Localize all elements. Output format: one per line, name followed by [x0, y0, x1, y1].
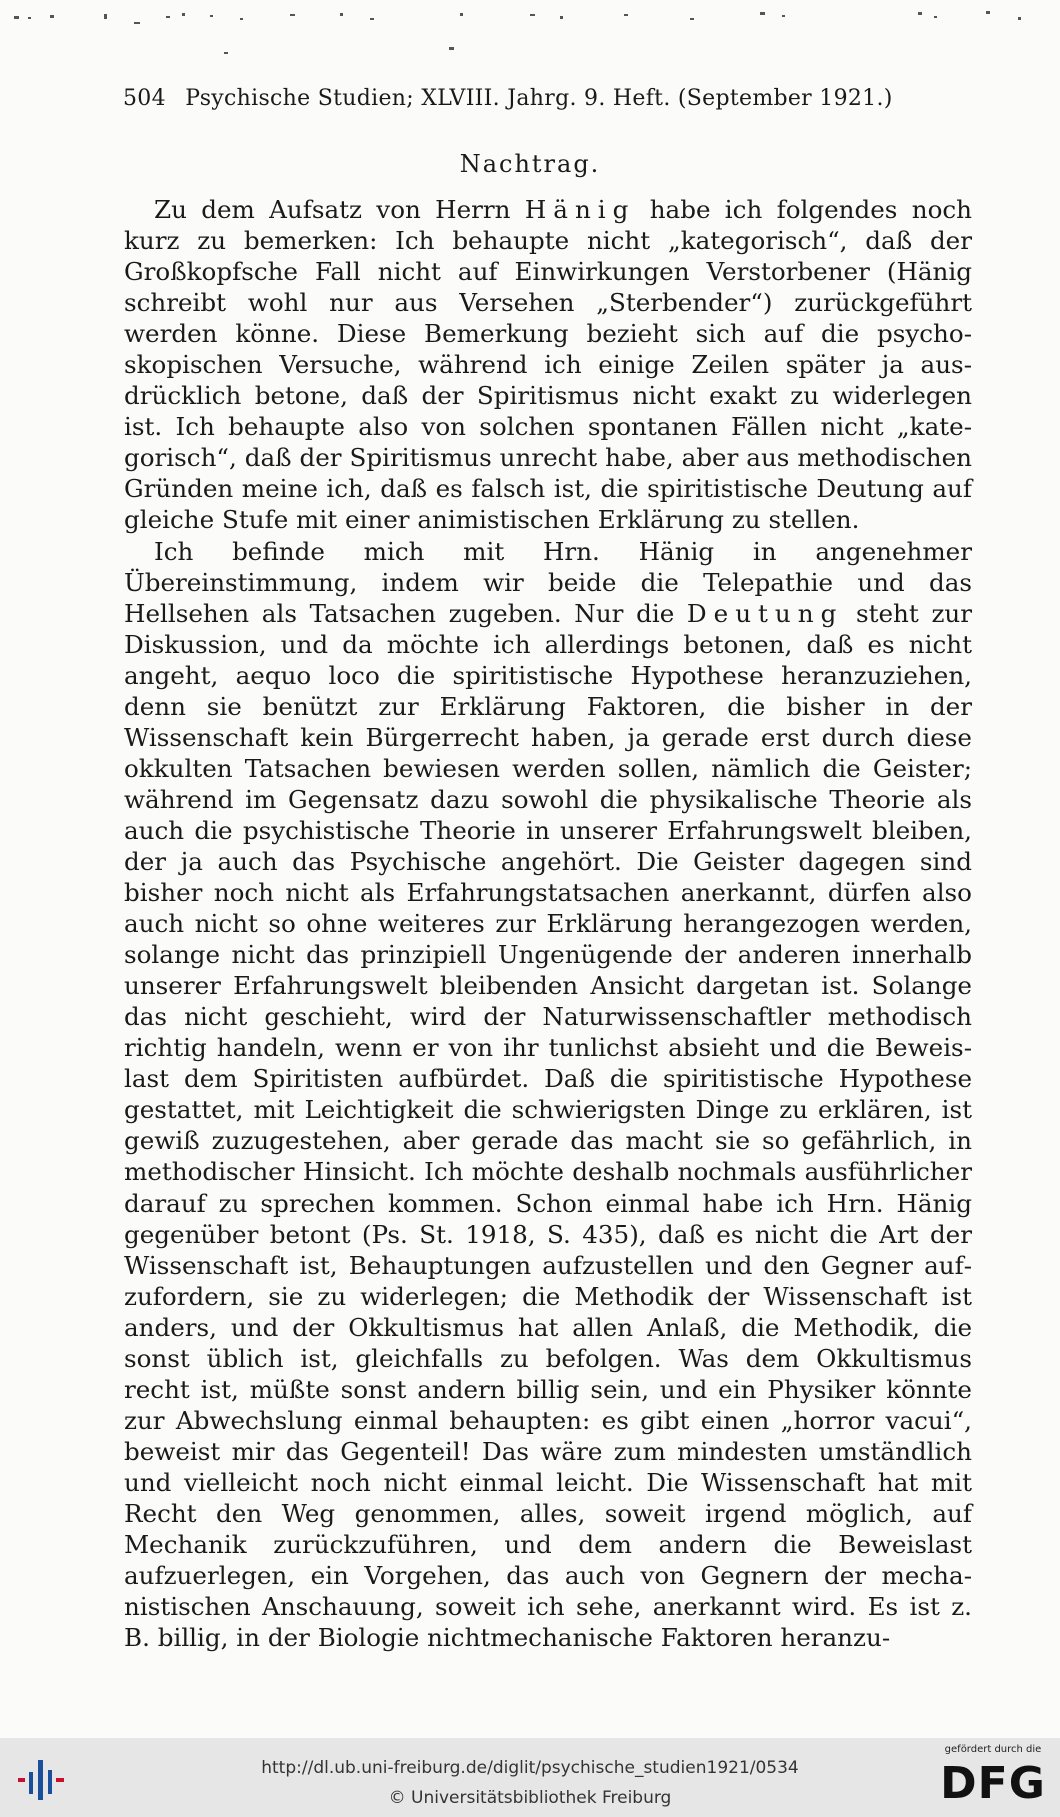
scan-noise	[0, 0, 1060, 70]
source-url[interactable]: http://dl.ub.uni-freiburg.de/diglit/psychische_studien1921/0534	[261, 1758, 799, 1778]
paragraph-2-text-a: Ich befinde mich mit Hrn. Hänig in angenehmer Übereinstimmung, indem wir beide die Telepathie und das Hellsehen als Tatsachen zugeben. Nur die	[124, 536, 972, 628]
paragraph-2	[124, 536, 972, 1654]
author-name-emphasis: Hänig	[524, 195, 636, 224]
running-title: Psychische Studien; XLVIII. Jahrg. 9. Heft. (September 1921.)	[185, 86, 893, 111]
page-number: 504	[123, 86, 166, 111]
dfg-wordmark: DFG	[940, 1758, 1046, 1809]
dfg-caption: gefördert durch die	[944, 1744, 1042, 1755]
article-title: Nachtrag.	[459, 150, 601, 178]
copyright-notice: © Universitätsbibliothek Freiburg	[388, 1788, 672, 1808]
running-header	[123, 86, 943, 111]
paragraph-1-text-b: habe ich folgendes noch kurz zu bemerken: Ich behaupte nicht „kategorisch“, daß der Großkopfsche Fall nicht auf Einwirkungen Verstorbener (Hänig schreibt wohl nur aus Versehen „Sterbender“) zurückgeführt werden könne. Diese Bemerkung bezieht sich auf die psychoskopischen Versuche, während ich einige Zeilen später ja ausdrücklich betone, daß der Spiritismus nicht exakt zu widerlegen ist. Ich behaupte also von solchen spontanen Fällen nicht „kategorisch“, daß der Spiritismus unrecht habe, aber aus methodischen Gründen meine ich, daß es falsch ist, die spiritistische Deutung auf gleiche Stufe mit einer animistischen Erklärung zu stellen.	[124, 195, 973, 535]
dfg-logo	[934, 1744, 1052, 1812]
paragraph-1-text-a: Zu dem Aufsatz von Herrn	[154, 195, 525, 224]
deutung-emphasis: Deutung	[686, 598, 844, 628]
paragraph-2-text-b: steht zur Diskussion, und da möchte ich allerdings betonen, daß es nicht angeht, aequo loco die spiritistische Hypothese heranzuziehen, denn sie benützt zur Erklärung Faktoren, die bisher in der Wissenschaft kein Bürgerrecht haben, ja gerade erst durch diese okkulten Tatsachen bewiesen werden sollen, nämlich die Geister; während im Gegensatz dazu sowohl die physikalische Theorie als auch die psychistische Theorie in unserer Erfahrungswelt bleiben, der ja auch das Psychische angehört. Die Geister dagegen sind bisher noch nicht als Erfahrungstatsachen anerkannt, dürfen also auch nicht so ohne weiteres zur Erklärung herangezogen werden, solange nicht das prinzipiell Ungenügende der anderen innerhalb unserer Erfahrungswelt bleibenden Ansicht dargetan ist. Solange das nicht geschieht, wird der Naturwissenschaftler methodisch richtig handeln, wenn er von ihr tunlichst absieht und die Beweislast dem Spiritisten aufbürdet. Daß die spiritistische Hypothese gestattet, mit Leichtigkeit die schwierigsten Dinge zu erklären, ist gewiß zuzugestehen, aber gerade das macht sie so gefährlich, in methodischer Hinsicht. Ich möchte deshalb nochmals ausführlicher darauf zu sprechen kommen. Schon einmal habe ich Hrn. Hänig gegenüber betont (Ps. St. 1918, S. 435), daß es nicht die Art der Wissenschaft ist, Behauptungen aufzustellen und den Gegner aufzufordern, sie zu widerlegen; die Methodik der Wissenschaft ist anders, und der Okkultismus hat allen Anlaß, die Methodik, die sonst üblich ist, gleichfalls zu befolgen. Was dem Okkultismus recht ist, müßte sonst andern billig sein, und ein Physiker könnte zur Abwechslung einmal behaupten: es gibt einen „horror vacui“, beweist mir das Gegenteil! Das wäre zum mindesten umständlich und vielleicht noch nicht einmal leicht. Die Wissenschaft hat mit Recht den Weg genommen, alles, soweit irgend möglich, auf Mechanik zurückzuführen, und dem andern die Beweislast aufzuerlegen, ein Vorgehen, das auch von Gegnern der mechanistischen Anschauung, soweit ich sehe, anerkannt wird. Es ist z. B. billig, in der Biologie nichtmechanische Faktoren heranzu-	[124, 598, 972, 1653]
footer-bar	[0, 1738, 1060, 1817]
paragraph-1	[124, 194, 972, 536]
article-body	[124, 194, 972, 1653]
